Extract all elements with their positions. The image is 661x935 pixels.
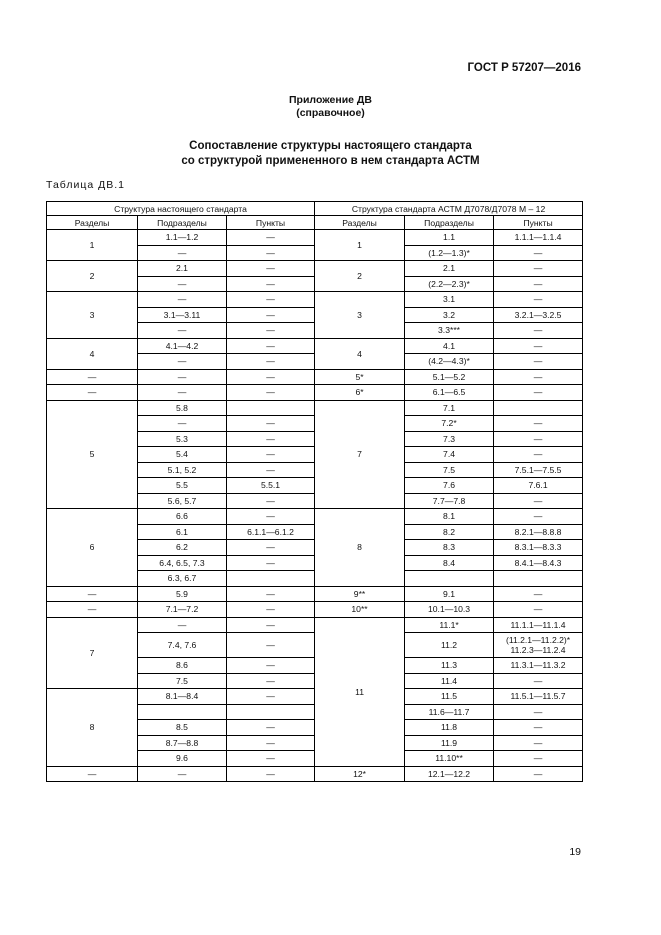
cell-astm-points: 7.6.1: [494, 478, 583, 494]
cell-astm-points: 3.2.1—3.2.5: [494, 307, 583, 323]
cell-astm-section: 7: [315, 400, 405, 509]
document-code: ГОСТ Р 57207—2016: [467, 62, 581, 74]
cell-astm-subsection: (4.2—4.3)*: [405, 354, 494, 370]
cell-astm-section: 2: [315, 261, 405, 292]
cell-subsection: 9.6: [138, 751, 227, 767]
cell-astm-subsection: 11.5: [405, 689, 494, 705]
cell-points: —: [227, 673, 315, 689]
cell-astm-points: —: [494, 431, 583, 447]
cell-points: [227, 400, 315, 416]
cell-astm-points: [494, 633, 583, 658]
comparison-table: [46, 201, 583, 782]
cell-astm-points: 11.1.1—11.1.4: [494, 617, 583, 633]
cell-subsection: 5.8: [138, 400, 227, 416]
cell-subsection: —: [138, 323, 227, 339]
cell-section: 6: [47, 509, 138, 587]
cell-astm-points: —: [494, 245, 583, 261]
table-row: [47, 369, 583, 385]
cell-points: —: [227, 751, 315, 767]
cell-subsection: —: [138, 245, 227, 261]
cell-subsection: 7.1—7.2: [138, 602, 227, 618]
cell-subsection: 5.9: [138, 586, 227, 602]
cell-points: —: [227, 292, 315, 308]
cell-subsection: 8.1—8.4: [138, 689, 227, 705]
header-this-standard: Структура настоящего стандарта: [47, 202, 315, 216]
cell-astm-points: —: [494, 720, 583, 736]
cell-subsection: —: [138, 369, 227, 385]
cell-points: —: [227, 354, 315, 370]
cell-subsection: 6.6: [138, 509, 227, 525]
cell-astm-points: —: [494, 354, 583, 370]
cell-points: —: [227, 720, 315, 736]
cell-astm-subsection: 9.1: [405, 586, 494, 602]
cell-points: —: [227, 586, 315, 602]
cell-points: —: [227, 447, 315, 463]
header-points: Пункты: [227, 216, 315, 230]
table-row: [47, 385, 583, 401]
cell-astm-subsection: 3.1: [405, 292, 494, 308]
cell-astm-subsection: (1.2—1.3)*: [405, 245, 494, 261]
cell-subsection: 8.7—8.8: [138, 735, 227, 751]
cell-astm-points: —: [494, 673, 583, 689]
section-heading: [0, 139, 661, 169]
cell-points: —: [227, 307, 315, 323]
cell-astm-points: —: [494, 586, 583, 602]
cell-astm-subsection: 10.1—10.3: [405, 602, 494, 618]
table-row: [47, 602, 583, 618]
cell-astm-section: 6*: [315, 385, 405, 401]
cell-astm-subsection: 3.2: [405, 307, 494, 323]
annex-title: Приложение ДВ: [289, 94, 372, 106]
cell-subsection: —: [138, 766, 227, 782]
cell-subsection: 5.1, 5.2: [138, 462, 227, 478]
cell-astm-subsection: 8.1: [405, 509, 494, 525]
cell-astm-subsection: 5.1—5.2: [405, 369, 494, 385]
cell-astm-points: —: [494, 766, 583, 782]
cell-section: 4: [47, 338, 138, 369]
cell-astm-points: —: [494, 704, 583, 720]
cell-subsection: —: [138, 617, 227, 633]
cell-subsection: 2.1: [138, 261, 227, 277]
cell-points: —: [227, 385, 315, 401]
header-subsections: Подразделы: [138, 216, 227, 230]
cell-astm-subsection: 7.6: [405, 478, 494, 494]
cell-section: 8: [47, 689, 138, 767]
cell-section: —: [47, 369, 138, 385]
cell-subsection: [138, 704, 227, 720]
cell-astm-subsection: 7.1: [405, 400, 494, 416]
cell-astm-points: 11.5.1—11.5.7: [494, 689, 583, 705]
cell-points: —: [227, 431, 315, 447]
cell-points: —: [227, 540, 315, 556]
cell-points: —: [227, 416, 315, 432]
cell-subsection: 6.3, 6.7: [138, 571, 227, 587]
cell-subsection: 6.4, 6.5, 7.3: [138, 555, 227, 571]
page-number: 19: [569, 846, 581, 858]
cell-subsection: 1.1—1.2: [138, 230, 227, 246]
cell-subsection: 6.2: [138, 540, 227, 556]
annex-note: (справочное): [296, 107, 365, 119]
cell-astm-points: —: [494, 338, 583, 354]
cell-astm-points: [494, 400, 583, 416]
cell-astm-points: 8.3.1—8.3.3: [494, 540, 583, 556]
cell-astm-points: —: [494, 735, 583, 751]
cell-astm-subsection: 7.2*: [405, 416, 494, 432]
cell-astm-points: —: [494, 602, 583, 618]
cell-astm-points: [494, 571, 583, 587]
cell-points: —: [227, 276, 315, 292]
cell-astm-section: 1: [315, 230, 405, 261]
cell-astm-subsection: 11.4: [405, 673, 494, 689]
cell-points: —: [227, 689, 315, 705]
cell-subsection: 6.1: [138, 524, 227, 540]
cell-points: —: [227, 617, 315, 633]
header-astm-points: Пункты: [494, 216, 583, 230]
cell-astm-subsection: 11.9: [405, 735, 494, 751]
cell-points: —: [227, 658, 315, 674]
cell-astm-subsection: 7.3: [405, 431, 494, 447]
cell-section: 3: [47, 292, 138, 339]
cell-astm-section: 8: [315, 509, 405, 587]
cell-section: 1: [47, 230, 138, 261]
cell-astm-subsection: 7.4: [405, 447, 494, 463]
cell-points: —: [227, 369, 315, 385]
table-row: [47, 292, 583, 308]
cell-astm-points: —: [494, 369, 583, 385]
cell-astm-points: 7.5.1—7.5.5: [494, 462, 583, 478]
cell-astm-subsection: 8.4: [405, 555, 494, 571]
cell-subsection: 5.6, 5.7: [138, 493, 227, 509]
cell-astm-subsection: 2.1: [405, 261, 494, 277]
cell-section: 2: [47, 261, 138, 292]
table-row: [47, 586, 583, 602]
table-row: [47, 230, 583, 246]
cell-points: —: [227, 230, 315, 246]
cell-astm-section: 11: [315, 617, 405, 766]
cell-astm-points: 8.2.1—8.8.8: [494, 524, 583, 540]
cell-points: —: [227, 462, 315, 478]
cell-astm-subsection: 7.7—7.8: [405, 493, 494, 509]
cell-points: —: [227, 261, 315, 277]
cell-points: —: [227, 633, 315, 658]
cell-astm-subsection: (2.2—2.3)*: [405, 276, 494, 292]
cell-section: 7: [47, 617, 138, 689]
table-row: [47, 338, 583, 354]
cell-subsection: —: [138, 385, 227, 401]
cell-points: —: [227, 555, 315, 571]
cell-points: —: [227, 509, 315, 525]
cell-section: 5: [47, 400, 138, 509]
table-row: [47, 509, 583, 525]
cell-subsection: 5.3: [138, 431, 227, 447]
cell-points: 6.1.1—6.1.2: [227, 524, 315, 540]
cell-subsection: 7.5: [138, 673, 227, 689]
cell-astm-points: —: [494, 509, 583, 525]
cell-astm-section: 4: [315, 338, 405, 369]
cell-astm-section: 3: [315, 292, 405, 339]
cell-points: —: [227, 602, 315, 618]
cell-astm-points: —: [494, 385, 583, 401]
cell-astm-subsection: 7.5: [405, 462, 494, 478]
header-astm-sections: Разделы: [315, 216, 405, 230]
cell-astm-subsection: 3.3***: [405, 323, 494, 339]
cell-subsection: —: [138, 292, 227, 308]
table-row: [47, 400, 583, 416]
cell-subsection: 8.6: [138, 658, 227, 674]
cell-points: [227, 571, 315, 587]
cell-points: —: [227, 323, 315, 339]
cell-section: —: [47, 602, 138, 618]
cell-subsection: —: [138, 276, 227, 292]
cell-astm-subsection: 1.1: [405, 230, 494, 246]
table-label: Таблица ДВ.1: [46, 179, 125, 191]
table-row: [47, 261, 583, 277]
cell-points: —: [227, 766, 315, 782]
cell-subsection: —: [138, 416, 227, 432]
table-row: [47, 766, 583, 782]
cell-points: 5.5.1: [227, 478, 315, 494]
cell-astm-points: 8.4.1—8.4.3: [494, 555, 583, 571]
cell-subsection: 5.5: [138, 478, 227, 494]
annex-heading: [0, 94, 661, 120]
table-row: [47, 617, 583, 633]
cell-astm-section: 12*: [315, 766, 405, 782]
header-astm-subsections: Подразделы: [405, 216, 494, 230]
cell-astm-subsection: 12.1—12.2: [405, 766, 494, 782]
cell-astm-points: —: [494, 751, 583, 767]
cell-astm-points: 1.1.1—1.1.4: [494, 230, 583, 246]
cell-points: —: [227, 338, 315, 354]
cell-astm-subsection: [405, 571, 494, 587]
cell-astm-subsection: 6.1—6.5: [405, 385, 494, 401]
cell-subsection: 3.1—3.11: [138, 307, 227, 323]
cell-subsection: 7.4, 7.6: [138, 633, 227, 658]
cell-astm-subsection: 11.6—11.7: [405, 704, 494, 720]
cell-section: —: [47, 766, 138, 782]
cell-astm-points: —: [494, 447, 583, 463]
cell-astm-subsection: 11.8: [405, 720, 494, 736]
cell-astm-points: —: [494, 292, 583, 308]
cell-astm-subsection: 11.1*: [405, 617, 494, 633]
cell-points: —: [227, 735, 315, 751]
astm-points-line-1: (11.2.1—11.2.2)*: [505, 635, 571, 645]
cell-astm-points: —: [494, 323, 583, 339]
cell-subsection: 5.4: [138, 447, 227, 463]
cell-astm-points: —: [494, 276, 583, 292]
cell-astm-subsection: 11.3: [405, 658, 494, 674]
astm-points-line-2: 11.2.3—11.2.4: [510, 645, 566, 655]
header-astm-standard: Структура стандарта АСТМ Д7078/Д7078 М – 12: [315, 202, 583, 216]
cell-astm-subsection: 11.10**: [405, 751, 494, 767]
cell-astm-points: 11.3.1—11.3.2: [494, 658, 583, 674]
cell-astm-subsection: 8.3: [405, 540, 494, 556]
cell-astm-points: —: [494, 493, 583, 509]
cell-astm-subsection: 4.1: [405, 338, 494, 354]
cell-astm-section: 10**: [315, 602, 405, 618]
heading-line-2: со структурой примененного в нем стандарта АСТМ: [181, 155, 480, 167]
cell-astm-subsection: 11.2: [405, 633, 494, 658]
cell-astm-section: 9**: [315, 586, 405, 602]
table-header-group-row: [47, 202, 583, 216]
table-header-columns-row: [47, 216, 583, 230]
cell-points: —: [227, 493, 315, 509]
heading-line-1: Сопоставление структуры настоящего стандарта: [189, 140, 472, 152]
cell-astm-points: —: [494, 416, 583, 432]
cell-points: [227, 704, 315, 720]
cell-astm-section: 5*: [315, 369, 405, 385]
cell-astm-subsection: 8.2: [405, 524, 494, 540]
cell-section: —: [47, 586, 138, 602]
cell-points: —: [227, 245, 315, 261]
cell-section: —: [47, 385, 138, 401]
cell-subsection: 8.5: [138, 720, 227, 736]
cell-subsection: 4.1—4.2: [138, 338, 227, 354]
cell-subsection: —: [138, 354, 227, 370]
cell-astm-points: —: [494, 261, 583, 277]
header-sections: Разделы: [47, 216, 138, 230]
